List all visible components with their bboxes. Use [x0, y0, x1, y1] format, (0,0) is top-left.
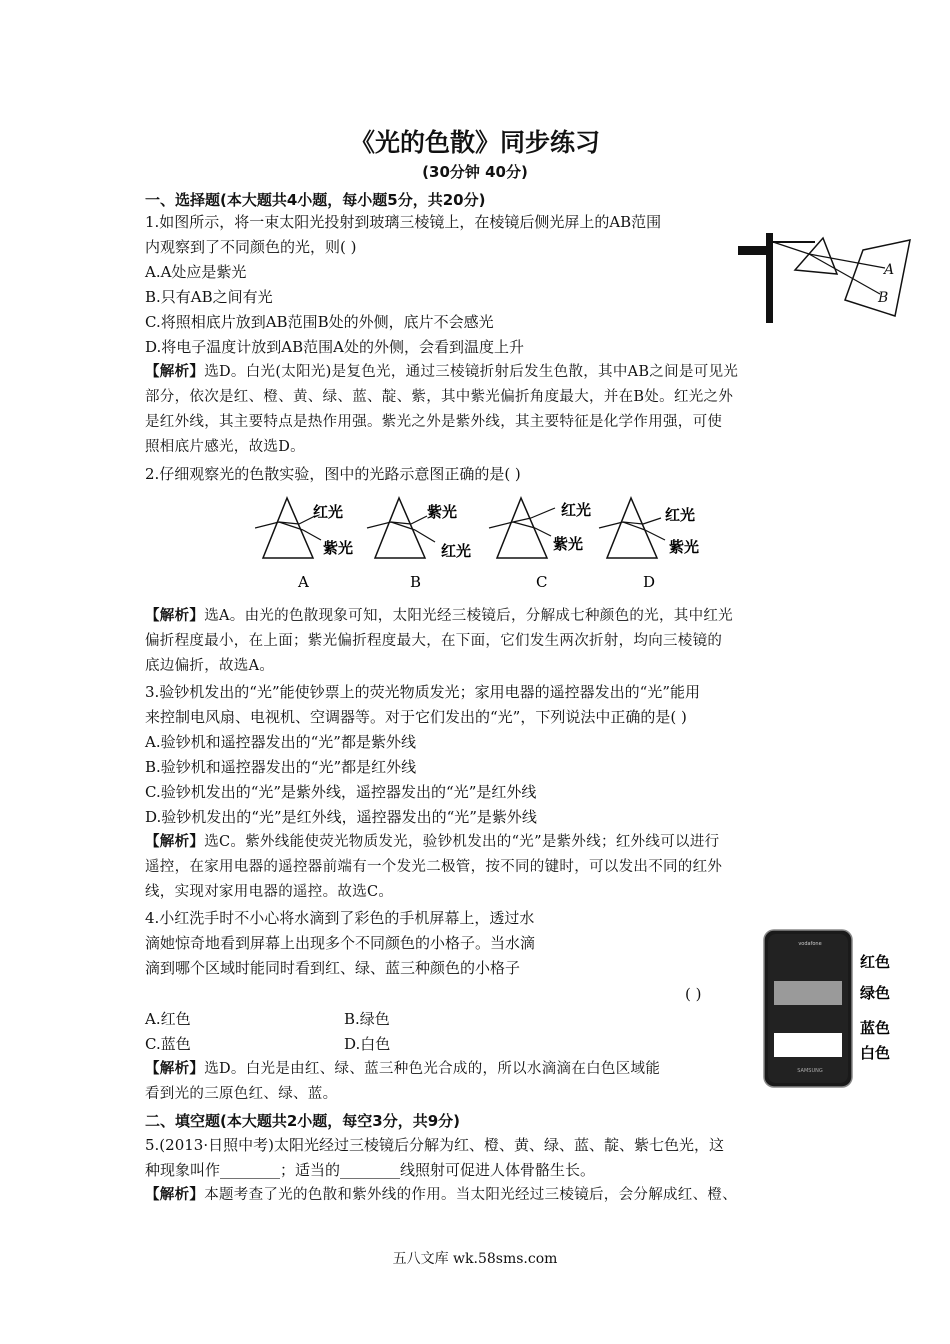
q2-diagram-c: [489, 498, 591, 591]
red-light-label: 红光: [441, 542, 472, 560]
color-label-red: 红色: [860, 953, 891, 971]
q3-option-c: C.验钞机发出的“光”是紫外线，遥控器发出的“光”是红外线: [145, 783, 537, 801]
q1-option-d: D.将电子温度计放到AB范围A处的外侧，会看到温度上升: [145, 338, 524, 356]
analysis-text: 本题考查了光的色散和紫外线的作用。当太阳光经过三棱镜后，会分解成红、橙、: [204, 1187, 737, 1203]
option-c-label: C: [536, 573, 548, 591]
q4-option-c: C.蓝色: [145, 1035, 191, 1053]
purple-light-label: 紫光: [427, 503, 458, 521]
analysis-label: 【解析】: [145, 1186, 205, 1203]
red-light-label: 红光: [313, 503, 344, 521]
phone-model-label: SAMSUNG: [797, 1068, 823, 1074]
option-b-label: B: [410, 573, 422, 591]
section-heading-fill: 二、填空题(本大题共2小题，每空3分，共9分): [145, 1112, 461, 1130]
q1-analysis-line2: 部分，依次是红、橙、黄、绿、蓝、靛、紫，其中紫光偏折角度最大，并在B处。红光之外: [145, 389, 734, 405]
purple-light-label: 紫光: [669, 538, 700, 556]
q5-analysis-line1: [145, 1185, 737, 1205]
phone-brand-logo: vodafone: [798, 941, 822, 947]
q1-option-b: B.只有AB之间有光: [145, 288, 273, 306]
gray-color-block: [774, 981, 842, 1005]
q4-option-b: B.绿色: [344, 1010, 390, 1028]
red-light-label: 红光: [561, 501, 592, 519]
analysis-label: 【解析】: [145, 833, 205, 850]
color-label-white: 白色: [860, 1044, 891, 1062]
q2-stem: 2.仔细观察光的色散实验，图中的光路示意图正确的是( ): [145, 465, 521, 483]
q4-answer-blank: ( ): [685, 985, 702, 1003]
q2-analysis-line2: 偏折程度最小，在上面；紫光偏折程度最大，在下面，它们发生两次折射，均向三棱镜的: [145, 633, 723, 649]
q4-phone-figure: [762, 928, 902, 1090]
q3-stem-line1: 3.验钞机发出的“光”能使钞票上的荧光物质发光；家用电器的遥控器发出的“光”能用: [145, 683, 700, 701]
analysis-label: 【解析】: [145, 607, 205, 624]
page-subtitle: (30分钟 40分): [422, 163, 528, 181]
q1-option-c: C.将照相底片放到AB范围B处的外侧，底片不会感光: [145, 313, 494, 331]
point-b-label: B: [878, 290, 889, 306]
option-a-label: A: [298, 573, 309, 591]
q3-option-a: A.验钞机和遥控器发出的“光”都是紫外线: [145, 733, 416, 751]
color-label-blue: 蓝色: [860, 1019, 891, 1037]
red-light-label: 红光: [665, 506, 696, 524]
q3-analysis-line3: 线，实现对家用电器的遥控。故选C。: [145, 884, 394, 900]
analysis-text: 选D。白光(太阳光)是复色光，通过三棱镜折射后发生色散，其中AB之间是可见光: [204, 364, 739, 380]
page-title: 《光的色散》同步练习: [349, 128, 600, 157]
q3-stem-line2: 来控制电风扇、电视机、空调器等。对于它们发出的“光”，下列说法中正确的是( ): [145, 708, 687, 726]
q2-options-figure: [255, 490, 715, 595]
q4-analysis-line2: 看到光的三原色红、绿、蓝。: [145, 1086, 338, 1102]
color-label-green: 绿色: [860, 984, 891, 1002]
q5-stem-line2: 种现象叫作________；适当的________线照射可促进人体骨骼生长。: [145, 1161, 596, 1179]
q4-stem-line3: 滴到哪个区域时能同时看到红、绿、蓝三种颜色的小格子: [145, 959, 521, 977]
q5-stem-line1: 5.(2013·日照中考)太阳光经过三棱镜后分解为红、橙、黄、绿、蓝、靛、紫七色光，这: [145, 1136, 724, 1154]
q1-analysis-line3: 是红外线，其主要特点是热作用强。紫光之外是紫外线，其主要特征是化学作用强，可使: [145, 414, 723, 430]
q3-analysis-line1: [145, 832, 719, 852]
white-color-block: [774, 1033, 842, 1057]
q1-prism-figure: [735, 228, 915, 328]
q4-stem-line2: 滴她惊奇地看到屏幕上出现多个不同颜色的小格子。当水滴: [145, 934, 536, 952]
q4-analysis-line1: [145, 1059, 660, 1079]
analysis-text: 选A。由光的色散现象可知，太阳光经三棱镜后，分解成七种颜色的光，其中红光: [204, 608, 733, 624]
point-a-label: A: [884, 262, 895, 278]
q1-analysis-line1: [145, 362, 738, 382]
q2-diagram-d: [599, 498, 699, 591]
analysis-label: 【解析】: [145, 363, 205, 380]
q1-stem-line2: 内观察到了不同颜色的光，则( ): [145, 238, 357, 256]
analysis-text: 选D。白光是由红、绿、蓝三种色光合成的，所以水滴滴在白色区域能: [204, 1061, 661, 1077]
option-d-label: D: [643, 573, 656, 591]
q2-diagram-b: [367, 498, 471, 591]
q1-option-a: A.A处应是紫光: [145, 263, 247, 281]
q4-option-d: D.白色: [344, 1035, 391, 1053]
q1-stem-line1: 1.如图所示，将一束太阳光投射到玻璃三棱镜上，在棱镜后侧光屏上的AB范围: [145, 213, 662, 231]
q2-analysis-line1: [145, 606, 733, 626]
q3-option-d: D.验钞机发出的“光”是红外线，遥控器发出的“光”是紫外线: [145, 808, 537, 826]
analysis-label: 【解析】: [145, 1060, 205, 1077]
page-footer: 五八文库 wk.58sms.com: [392, 1251, 558, 1267]
q2-analysis-line3: 底边偏折，故选A。: [145, 658, 275, 674]
q3-option-b: B.验钞机和遥控器发出的“光”都是红外线: [145, 758, 417, 776]
q1-analysis-line4: 照相底片感光，故选D。: [145, 439, 305, 455]
purple-light-label: 紫光: [553, 535, 584, 553]
q3-analysis-line2: 遥控，在家用电器的遥控器前端有一个发光二极管，按不同的键时，可以发出不同的红外: [145, 859, 723, 875]
analysis-text: 选C。紫外线能使荧光物质发光，验钞机发出的“光”是紫外线；红外线可以进行: [204, 834, 720, 850]
section-heading-choice: 一、选择题(本大题共4小题，每小题5分，共20分): [145, 191, 486, 209]
purple-light-label: 紫光: [323, 539, 354, 557]
q4-stem-line1: 4.小红洗手时不小心将水滴到了彩色的手机屏幕上，透过水: [145, 909, 535, 927]
q2-diagram-a: [255, 498, 353, 591]
q4-option-a: A.红色: [145, 1010, 191, 1028]
